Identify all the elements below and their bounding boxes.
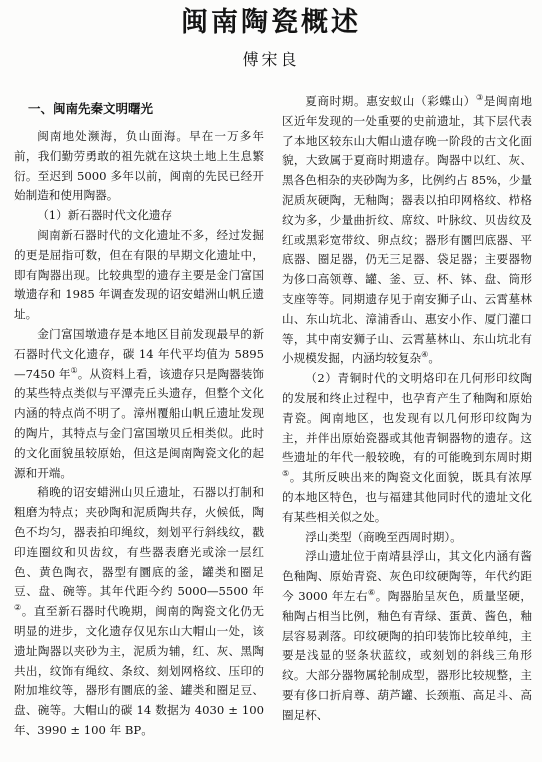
footnote-marker: ④ <box>421 350 429 360</box>
paragraph-text: 是闽南地区近年发现的一处重要的史前遗址，其下层代表了本地区较东山大帽山遗存晚一阶段的古文化面貌，大致属于夏商时期遗存。陶器中以红、灰、黑各色相杂的夹砂陶为多，比例约占 85%，少量泥质灰硬陶，无釉陶；器表以拍印网格纹、栉格纹为多，少量曲折纹、席纹、叶脉纹、贝齿纹及红或黑彩宽带纹、卵点纹；器形有圜凹底器、平底器、圈足器，仍无三足器、袋足器；主要器物为侈口高领尊、罐、釜、豆、杯、钵、盘、筒形支座等等。同期遗存见于南安狮子山、云霄墓林山、东山坑北、漳浦香山、惠安小作、厦门灌口等，其中南安狮子山、云霄墓林山、东山坑北有小规模发掘，内涵均较复杂 <box>282 94 532 366</box>
paragraph <box>282 547 532 725</box>
paragraph-text: （2）青铜时代的文明烙印在几何形印纹陶的发展和终止过程中，也孕育产生了釉陶和原始青瓷。闽南地区，也发现有以几何形印纹陶为主，并伴出原始瓷器或其他青铜器物的遗存。这些遗址的年代一般较晚，有的可能晚到东周时期 <box>282 371 532 465</box>
article-author: 傅宋良 <box>242 50 300 69</box>
paragraph: 浮山类型（商晚至西周时期）。 <box>305 529 462 544</box>
paragraph-text: 。直至新石器时代晚期，闽南的陶瓷文化仍无明显的进步，文化遗存仅见东山大帽山一处，该遗址陶器以夹砂为主，泥质为辅，红、灰、黑陶共出，纹饰有绳纹、条纹、刻划网格纹、压印的附加堆纹等，器形有圜底的釜、罐类和圈足豆、盘、碗等。大帽山的碳 14 数据为 4030 ± 100 年、3990 ± 100 年 BP。 <box>14 604 264 737</box>
paragraph <box>14 325 264 483</box>
left-column <box>14 100 264 741</box>
footnote-marker: ① <box>70 365 78 375</box>
paragraph-text: 。其所反映出来的陶瓷文化面貌，既具有浓厚的本地区特色，也与福建其他同时代的遗址文化有某些相关似之处。 <box>282 470 532 524</box>
footnote-marker: ③ <box>476 93 484 103</box>
footnote-marker: ⑤ <box>282 469 290 479</box>
paragraph: 闽南地处濒海，负山面海。早在一万多年前，我们勤劳勇敢的祖先就在这块土地上生息繁衍。至迟到 5000 多年以前，闽南的先民已经开始制造和使用陶器。 <box>14 129 264 203</box>
paragraph-text: 金门富国墩遗存是本地区目前发现最早的新石器时代文化遗存，碳 14 年代平均值为 5895—7450 年 <box>14 326 264 381</box>
footnote-marker: ⑥ <box>368 588 376 598</box>
paragraph-text: 夏商时期。惠安蚁山（彩蝶山） <box>305 94 476 108</box>
paragraph <box>282 369 532 527</box>
article-title: 闽南陶瓷概述 <box>181 7 361 38</box>
footnote-marker: ② <box>14 603 22 613</box>
paragraph-text: 稍晚的诏安蜡洲山贝丘遗址，石器以打制和粗磨为特点；夹砂陶和泥质陶共存，火候低，陶色不均匀，器表拍印绳纹，刻划平行斜线纹，戳印连圈纹和贝齿纹，有些器表磨光或涂一层红色、黄色陶衣，器型有圜底的釜，罐类和圈足豆、盘、碗等。其年代距今约 5000—5500 年 <box>14 485 264 599</box>
paragraph <box>282 92 532 369</box>
paragraph-text: 。陶器胎呈灰色，质量坚硬，釉陶占相当比例，釉色有青绿、蛋黄、酱色，釉层容易剥落。印纹硬陶的拍印装饰比较单纯，主要是浅显的竖条状蓝纹，或刻划的斜线三角形纹。大部分器物属轮制成型，器形比较规整，主要有侈口折肩尊、葫芦罐、长颈瓶、高足斗、高圈足杯、 <box>282 588 532 722</box>
paragraph-text: 浮山遗址位于南靖县浮山，其文化内涵有酱色釉陶、原始青瓷、灰色印纹硬陶等，年代约距今 3000 年左右 <box>282 549 532 603</box>
paragraph-text: 。从资料上看，该遗存只是陶器装饰的某些特点类似与平潭壳丘头遗存，但整个文化内涵的特点尚不明了。漳州覆船山帆丘遗址发现的陶片，其特点与金门富国墩贝丘相类似。此时的文化面貌虽较原始，但这是闽南陶瓷文化的起源和开端。 <box>14 366 264 480</box>
paragraph: 闽南新石器时代的文化遗址不多，经过发掘的更是屈指可数，但在有限的早期文化遗址中，即有陶器出现。比较典型的遗存主要是金门富国墩遗存和 1985 年调查发现的诏安蜡洲山帆丘遗址。 <box>14 227 264 322</box>
right-column <box>282 92 532 726</box>
section-heading: 一、闽南先秦文明曙光 <box>28 101 154 116</box>
paragraph-text: 。 <box>428 351 440 366</box>
subsection-heading: （1）新石器时代文化遗存 <box>37 208 173 223</box>
paragraph <box>14 483 264 740</box>
